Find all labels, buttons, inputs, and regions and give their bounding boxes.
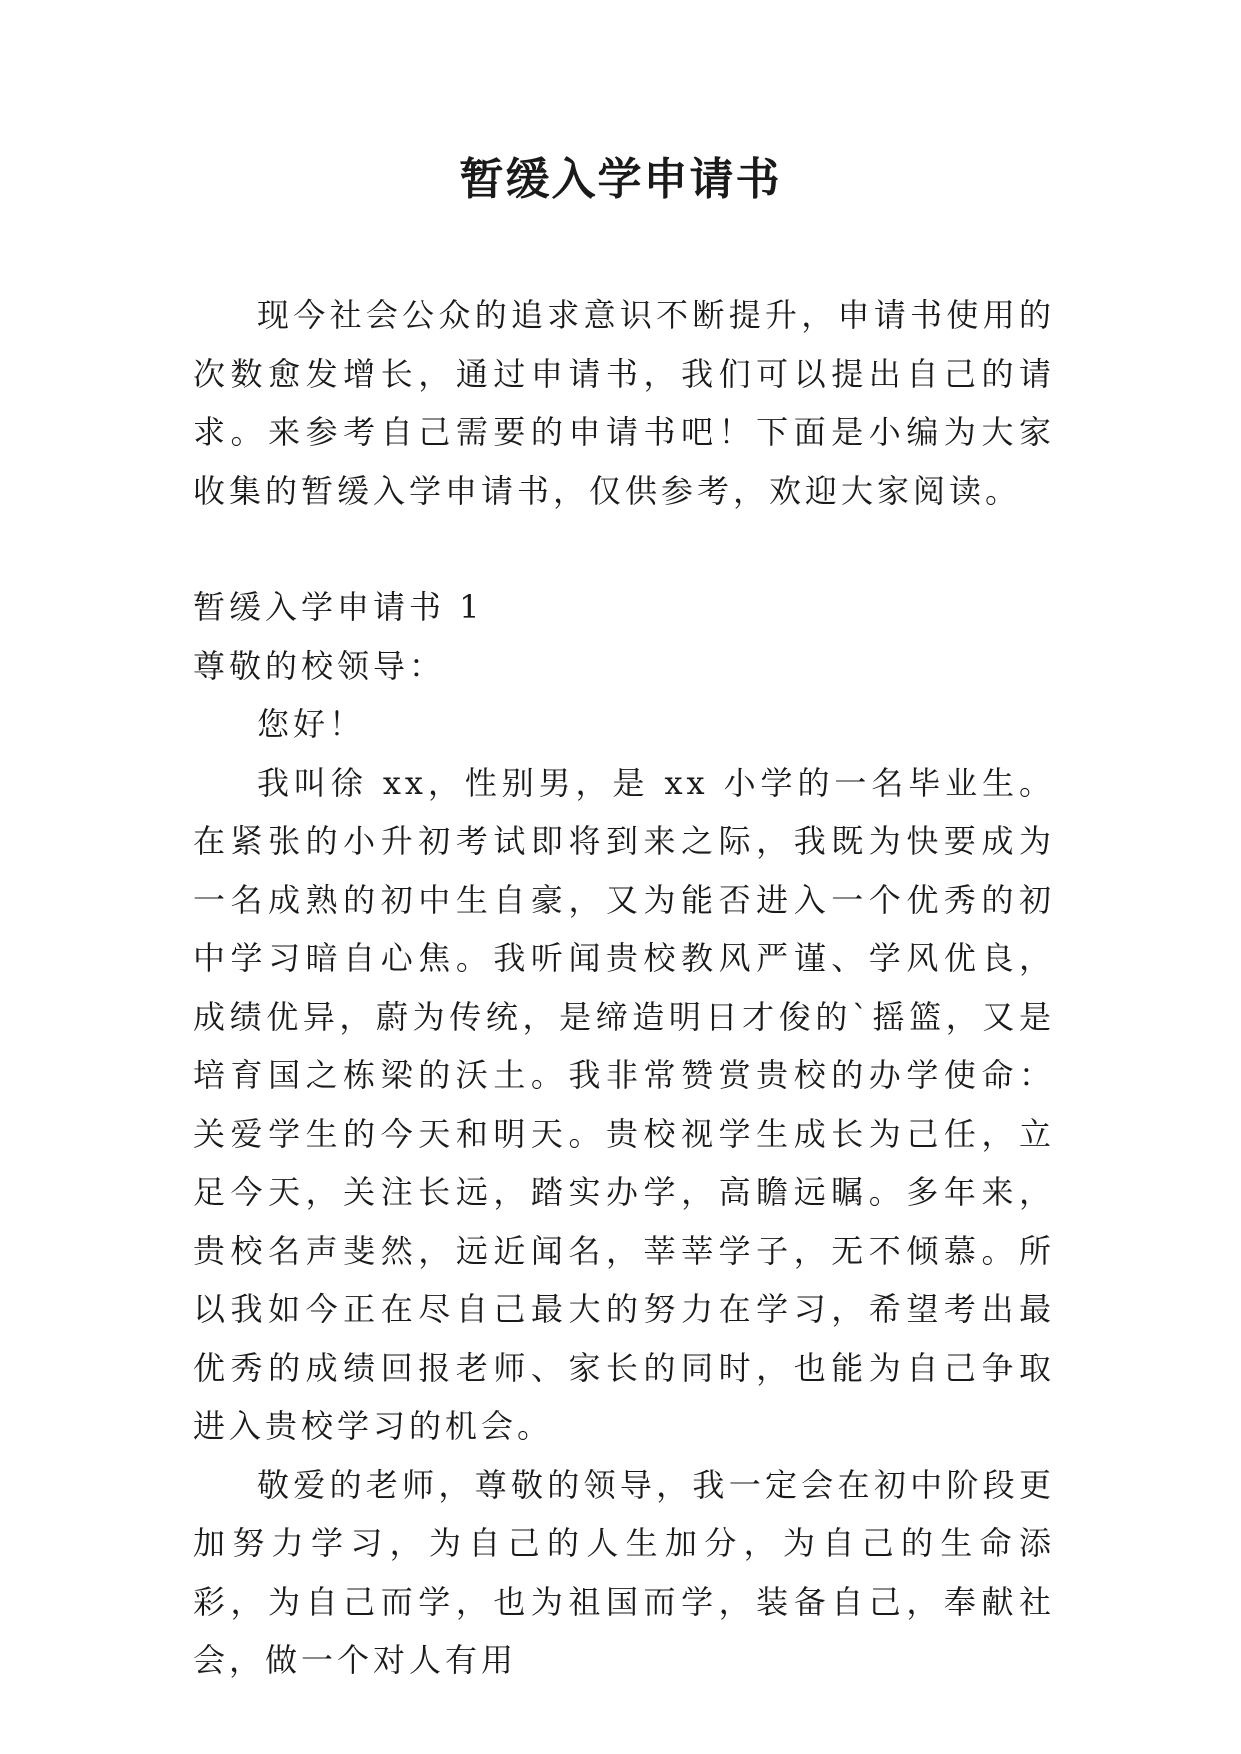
paragraph-spacer — [193, 520, 1055, 578]
section-heading: 暂缓入学申请书 1 — [193, 588, 484, 626]
salutation: 尊敬的校领导： — [193, 646, 446, 685]
greeting: 您好！ — [257, 705, 366, 743]
document-body — [193, 286, 1055, 1690]
intro-paragraph: 现今社会公众的追求意识不断提升，申请书使用的次数愈发增长，通过申请书，我们可以提出自己的请求。来参考自己需要的申请书吧！下面是小编为大家收集的暂缓入学申请书，仅供参考，欢迎大家阅读。 — [193, 296, 1055, 510]
document-title: 暂缓入学申请书 — [459, 154, 782, 205]
body-paragraph-2: 敬爱的老师，尊敬的领导，我一定会在初中阶段更加努力学习，为自己的人生加分，为自己的生命添彩，为自己而学，也为祖国而学，装备自己，奉献社会，做一个对人有用 — [193, 1465, 1055, 1679]
body-paragraph-1: 我叫徐 xx，性别男，是 xx 小学的一名毕业生。在紧张的小升初考试即将到来之际，我既为快要成为一名成熟的初中生自豪，又为能否进入一个优秀的初中学习暗自心焦。我听闻贵校教风严谨、学风优良，成绩优异，蔚为传统，是缔造明日才俊的`摇篮，又是培育国之栋梁的沃土。我非常赞赏贵校的办学使命：关爱学生的今天和明天。贵校视学生成长为己任，立足今天，关注长远，踏实办学，高瞻远瞩。多年来，贵校名声斐然，远近闻名，莘莘学子，无不倾慕。所以我如今正在尽自己最大的努力在学习，希望考出最优秀的成绩回报老师、家长的同时，也能为自己争取进入贵校学习的机会。 — [193, 763, 1055, 1445]
